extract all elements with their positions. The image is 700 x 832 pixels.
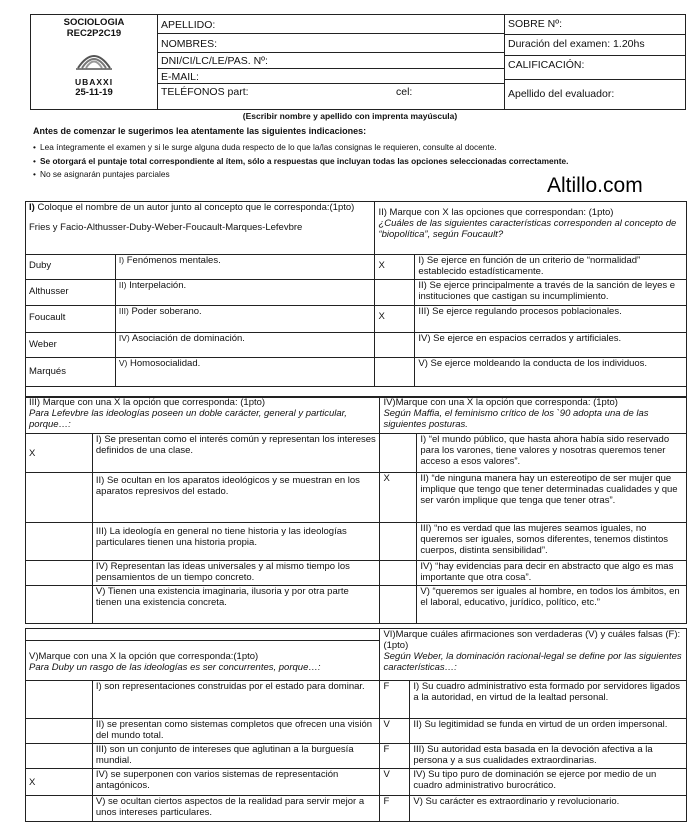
exam-header: [30, 14, 686, 110]
q2-option: II) Se ejerce principalmente a través de la sanción de leyes e instituciones que castigan su incumplimiento.: [415, 279, 687, 305]
q2-title: II) Marque con X las opciones que correspondan: (1pto): [378, 207, 614, 218]
q4-option: V) “queremos ser iguales al hombre, en todos los ámbitos, en el laboral, educativo, jurídico, político, etc.”: [417, 586, 687, 624]
student-fields: [158, 15, 505, 109]
q4-prompt: Según Maffia, el feminismo crítico de los `90 adopta una de las siguientes posturas.: [383, 407, 649, 430]
q2-option: V) Se ejerce moldeando la conducta de los individuos.: [415, 357, 687, 386]
q4-option: III) “no es verdad que las mujeres seamos iguales, no queremos ser iguales, somos diferentes, tenemos distintos cuerpos, distinta sensibilidad”.: [417, 523, 687, 561]
phone-label: TELÉFONOS part:: [161, 86, 249, 99]
q4-mark-cell[interactable]: X: [380, 473, 417, 523]
q4-header: [380, 397, 687, 434]
q6-prompt: Según Weber, la dominación racional-legal se define por las siguientes características…:: [383, 650, 682, 673]
questions-3-4: [25, 396, 687, 624]
q4-mark-cell[interactable]: [380, 434, 417, 473]
q3-prompt: Para Lefevbre las ideologías poseen un doble carácter, general y particular, porque…:: [29, 407, 347, 430]
q2-mark-cell[interactable]: X: [375, 305, 415, 332]
questions-1-2: [25, 201, 687, 398]
q5-option: IV) se superponen con varios sistemas de representación antagónicos.: [92, 769, 380, 796]
q2-mark-cell[interactable]: [375, 279, 415, 305]
q1-answer-cell[interactable]: Weber: [26, 332, 116, 357]
field-nombres[interactable]: NOMBRES:: [158, 34, 504, 53]
q3-header: [26, 397, 380, 434]
q1-answer-cell[interactable]: Duby: [26, 255, 116, 280]
intro-text: Antes de comenzar le sugerimos lea atentamente las siguientes indicaciones:: [33, 126, 367, 136]
q5-mark-cell[interactable]: [26, 719, 93, 744]
q4-option: IV) “hay evidencias para decir en abstracto que algo es mas importante que otra cosa”.: [417, 561, 687, 586]
q3-mark-cell[interactable]: [26, 561, 93, 586]
field-apellido[interactable]: APELLIDO:: [158, 15, 504, 34]
uba-logo-icon: [74, 46, 114, 72]
exam-duration: Duración del examen: 1.20hs: [505, 35, 685, 56]
q1-header: [26, 202, 375, 255]
field-calificacion[interactable]: CALIFICACIÓN:: [505, 56, 685, 80]
q6-mark-cell[interactable]: V: [380, 769, 410, 796]
q2-option: III) Se ejerce regulando procesos poblacionales.: [415, 305, 687, 332]
q5-header: [26, 641, 380, 681]
name-instruction: (Escribir nombre y apellido con imprenta mayúscula): [242, 111, 458, 121]
q1-title: Coloque el nombre de un autor junto al concepto que le corresponda:(1pto): [34, 202, 355, 213]
q2-prompt: ¿Cuáles de las siguientes características corresponden al concepto de “biopolítica”, según Foucault?: [378, 217, 677, 240]
exam-info-fields: [505, 15, 685, 109]
institution-block: [31, 15, 158, 109]
q6-header: [380, 629, 687, 681]
q5-option: V) se ocultan ciertos aspectos de la realidad para servir mejor a unos intereses particulares.: [92, 796, 380, 822]
instruction-bold: Se otorgará el puntaje total correspondiente al ítem, sólo a respuestas que incluyan todas las opciones seleccionadas correctamente.: [40, 156, 569, 166]
q3-mark-cell[interactable]: [26, 586, 93, 624]
watermark-text: Altillo.com: [547, 174, 643, 197]
q1-concept: V) Homosocialidad.: [115, 357, 375, 386]
q2-mark-cell[interactable]: [375, 357, 415, 386]
q3-option: IV) Representan las ideas universales y al mismo tiempo los pensamientos de un tiempo concreto.: [92, 561, 380, 586]
instruction-item: [40, 157, 568, 167]
q3-option: II) Se ocultan en los aparatos ideológicos y se muestran en los aparatos represivos del estado.: [92, 473, 380, 523]
instruction-item: • Lea íntegramente el examen y si le surge alguna duda respecto de lo que la/las consignas le requieren, consulte al docente.: [40, 143, 497, 153]
q5-mark-cell[interactable]: [26, 744, 93, 769]
q6-option: II) Su legitimidad se funda en virtud de un orden impersonal.: [410, 719, 687, 744]
field-email[interactable]: E-MAIL:: [158, 69, 504, 85]
q2-header: [375, 202, 687, 255]
q3-option: V) Tienen una existencia imaginaria, ilusoria y por otra parte tienen una existencia concreta.: [92, 586, 380, 624]
field-evaluador[interactable]: Apellido del evaluador:: [508, 88, 615, 100]
field-dni[interactable]: DNI/CI/LC/LE/PAS. Nº:: [158, 53, 504, 69]
institution-name: UBAXXI: [74, 76, 114, 87]
q2-mark-cell[interactable]: X: [375, 255, 415, 280]
q1-concept: IV) Asociación de dominación.: [115, 332, 375, 357]
q5-option: II) se presentan como sistemas completos que ofrecen una visión del mundo total.: [92, 719, 380, 744]
q4-option: II) “de ninguna manera hay un estereotipo de ser mujer que implique que tengo que tener determinadas cualidades y que ser varón implique que tenga que tener otras”.: [417, 473, 687, 523]
q3-option: I) Se presentan como el interés común y representan los intereses definidos de una clase.: [92, 434, 380, 473]
q2-option: IV) Se ejerce en espacios cerrados y artificiales.: [415, 332, 687, 357]
q5-title: V)Marque con una X la opción que corresponda:(1pto): [29, 651, 259, 662]
q1-authors: Fries y Facio-Althusser-Duby-Weber-Foucault-Marques-Lefevbre: [29, 221, 303, 233]
q1-answer-cell[interactable]: Foucault: [26, 305, 116, 332]
q5-mark-cell[interactable]: [26, 681, 93, 719]
q3-mark-cell[interactable]: X: [26, 434, 93, 473]
q1-answer-cell[interactable]: Marqués: [26, 357, 116, 386]
q3-option: III) La ideología en general no tiene historia y las ideologías particulares tienen una historia propia.: [92, 523, 380, 561]
q1-number: I): [29, 202, 35, 213]
q2-mark-cell[interactable]: [375, 332, 415, 357]
q4-mark-cell[interactable]: [380, 561, 417, 586]
q1-concept: II) Interpelación.: [115, 279, 375, 305]
q6-title: VI)Marque cuáles afirmaciones son verdaderas (V) y cuáles falsas (F):(1pto): [383, 629, 681, 651]
q5-option: III) son un conjunto de intereses que aglutinan a la burguesía mundial.: [92, 744, 380, 769]
q1-answer-cell[interactable]: Althusser: [26, 279, 116, 305]
q6-mark-cell[interactable]: F: [380, 681, 410, 719]
q6-mark-cell[interactable]: V: [380, 719, 410, 744]
q1-concept: I) Fenómenos mentales.: [115, 255, 375, 280]
exam-code: REC2P2C19: [66, 27, 122, 39]
instruction-item: • No se asignarán puntajes parciales: [40, 170, 170, 180]
questions-5-6: [25, 628, 687, 822]
field-sobre[interactable]: SOBRE Nº:: [505, 15, 685, 35]
q6-mark-cell[interactable]: F: [380, 744, 410, 769]
q6-option: IV) Su tipo puro de dominación se ejerce por medio de un cuadro administrativo burocrático.: [410, 769, 687, 796]
q3-mark-cell[interactable]: [26, 523, 93, 561]
q5-option: I) son representaciones construidas por el estado para dominar.: [92, 681, 380, 719]
q1-concept: III) Poder soberano.: [115, 305, 375, 332]
q4-mark-cell[interactable]: [380, 586, 417, 624]
q6-option: III) Su autoridad esta basada en la devoción afectiva a la persona y a sus cualidades extraordinarias.: [410, 744, 687, 769]
cel-label: cel:: [396, 86, 413, 99]
spacer-row: [26, 629, 380, 641]
q6-option: V) Su carácter es extraordinario y revolucionario.: [410, 796, 687, 822]
q5-mark-cell[interactable]: [26, 796, 93, 822]
q2-option: I) Se ejerce en función de un criterio de “normalidad” establecido estadísticamente.: [415, 255, 687, 280]
subject-name: SOCIOLOGIA: [63, 17, 125, 28]
q5-mark-cell[interactable]: X: [26, 769, 93, 796]
q4-option: I) “el mundo público, que hasta ahora había sido reservado para los varones, tiene valores y nosotras queremos tener acceso a esos valores”.: [417, 434, 687, 473]
q6-mark-cell[interactable]: F: [380, 796, 410, 822]
q4-mark-cell[interactable]: [380, 523, 417, 561]
q4-title: IV)Marque con una X la opción que corresponda: (1pto): [383, 397, 618, 408]
field-telefonos[interactable]: [158, 84, 504, 100]
q6-option: I) Su cuadro administrativo esta formado por servidores ligados a la autoridad, en virtud de la lealtad personal.: [410, 681, 687, 719]
exam-date: 25-11-19: [75, 86, 113, 98]
q3-title: III) Marque con una X la opción que corresponda: (1pto): [29, 397, 266, 408]
q3-mark-cell[interactable]: [26, 473, 93, 523]
q5-prompt: Para Duby un rasgo de las ideologías es ser concurrentes, porque…:: [29, 661, 321, 673]
